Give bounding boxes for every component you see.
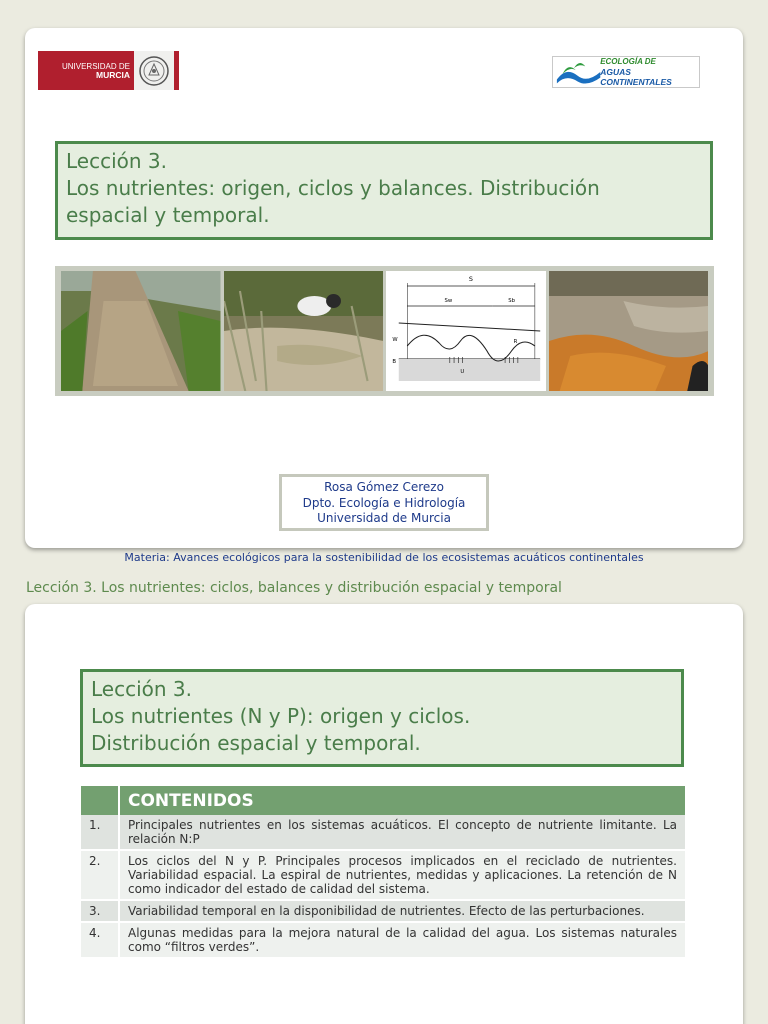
author-box bbox=[279, 474, 489, 531]
contents-table bbox=[81, 786, 687, 959]
row-text: Principales nutrientes en los sistemas acuáticos. El concepto de nutriente limitante. La relación N:P bbox=[119, 815, 686, 850]
researcher-sampling-photo bbox=[224, 271, 384, 391]
nutrient-spiral-diagram bbox=[386, 271, 546, 391]
water-wave-icon bbox=[555, 58, 602, 86]
title-line-1: Lección 3. bbox=[91, 677, 192, 701]
row-number: 3. bbox=[81, 900, 119, 922]
orange-sediment-stream-photo bbox=[549, 271, 709, 391]
row-number: 1. bbox=[81, 815, 119, 850]
diagram-label-s: S bbox=[468, 276, 473, 283]
ecologia-aguas-continentales-logo bbox=[552, 56, 700, 88]
title-line-3: espacial y temporal. bbox=[66, 203, 270, 227]
table-row bbox=[81, 850, 686, 900]
row-text: Variabilidad temporal en la disponibilidad de nutrientes. Efecto de las perturbaciones. bbox=[119, 900, 686, 922]
lesson-caption: Lección 3. Los nutrientes: ciclos, balances y distribución espacial y temporal bbox=[26, 580, 562, 596]
diagram-label-w: W bbox=[392, 337, 398, 343]
stream-channel-photo bbox=[61, 271, 221, 391]
table-header-title: CONTENIDOS bbox=[119, 786, 686, 815]
table-row bbox=[81, 922, 686, 958]
title-line-2: Los nutrientes (N y P): origen y ciclos. bbox=[91, 704, 471, 728]
diagram-label-sb: Sb bbox=[508, 298, 516, 304]
row-number: 2. bbox=[81, 850, 119, 900]
logo-eco-line1: ECOLOGÍA DE bbox=[600, 57, 656, 66]
logo-eco-line2: AGUAS CONTINENTALES bbox=[600, 67, 672, 87]
table-row bbox=[81, 815, 686, 850]
row-text: Algunas medidas para la mejora natural de la calidad del agua. Los sistemas naturales como “filtros verdes”. bbox=[119, 922, 686, 958]
slide-title bbox=[55, 141, 713, 240]
diagram-label-u: U bbox=[460, 369, 465, 375]
logo-text-line1: UNIVERSIDAD DE bbox=[61, 61, 130, 71]
row-number: 4. bbox=[81, 922, 119, 958]
table-header-number bbox=[81, 786, 119, 815]
title-line-2: Los nutrientes: origen, ciclos y balances. Distribución bbox=[66, 176, 600, 200]
author-department: Dpto. Ecología e Hidrología bbox=[302, 495, 466, 510]
title-slide bbox=[25, 28, 743, 548]
table-header-row bbox=[81, 786, 686, 815]
photo-strip bbox=[55, 266, 714, 396]
row-text: Los ciclos del N y P. Principales procesos implicados en el reciclado de nutrientes. Variabilidad espacial. La espiral de nutrientes, medidas y aplicaciones. La retención de N como indicador del estado de calidad del sistema. bbox=[119, 850, 686, 900]
universidad-murcia-logo bbox=[38, 51, 179, 90]
title-line-3: Distribución espacial y temporal. bbox=[91, 731, 421, 755]
diagram-label-b: B bbox=[392, 359, 397, 365]
table-row bbox=[81, 900, 686, 922]
diagram-label-r: R bbox=[513, 339, 518, 345]
contents-slide bbox=[25, 604, 743, 1024]
course-subject-caption: Materia: Avances ecológicos para la sostenibilidad de los ecosistemas acuáticos continentales bbox=[124, 551, 644, 564]
title-line-1: Lección 3. bbox=[66, 149, 167, 173]
author-name: Rosa Gómez Cerezo bbox=[324, 480, 444, 494]
logo-text-line2: MURCIA bbox=[96, 69, 130, 80]
university-seal-icon bbox=[134, 51, 174, 90]
diagram-label-sw: Sw bbox=[444, 298, 453, 304]
slide-title bbox=[80, 669, 684, 767]
author-university: Universidad de Murcia bbox=[317, 511, 451, 525]
